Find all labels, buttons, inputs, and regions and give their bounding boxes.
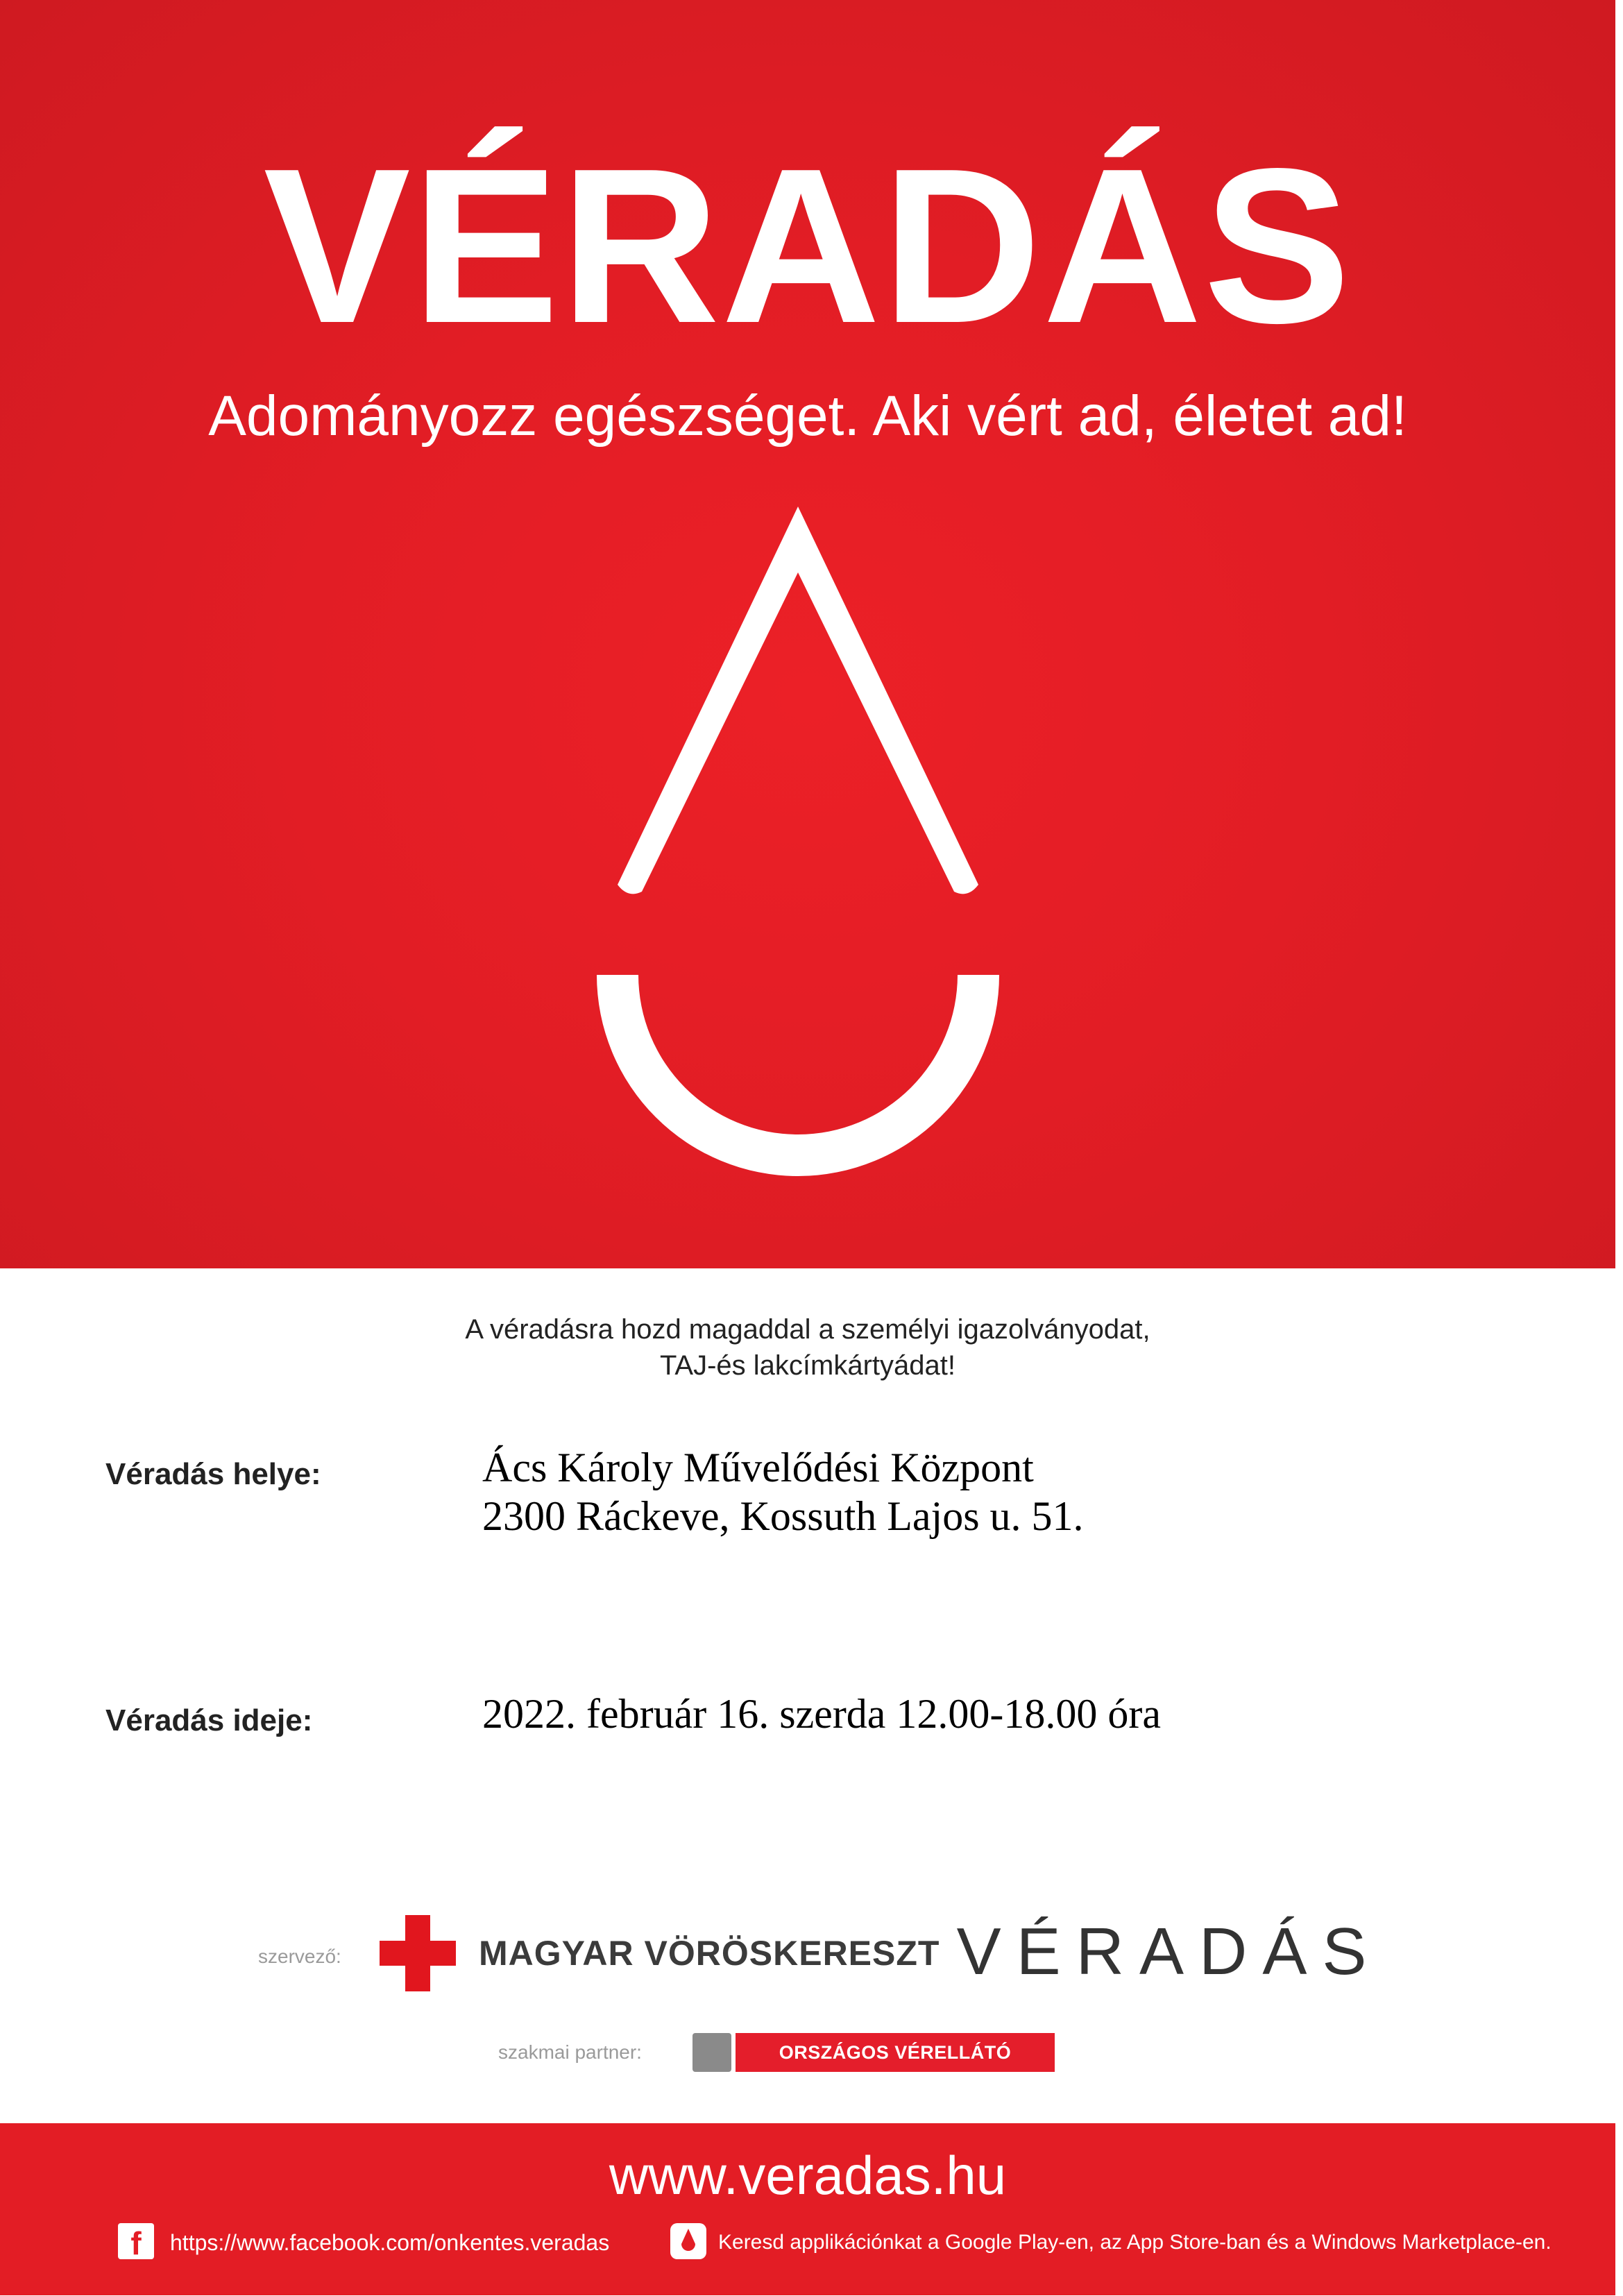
facebook-link[interactable]: https://www.facebook.com/onkentes.veradas: [170, 2230, 610, 2255]
partner-name: ORSZÁGOS VÉRELLÁTÓ SZOLGÁLAT: [736, 2033, 1055, 2072]
app-drop-icon: [670, 2223, 706, 2259]
red-cross-icon: [380, 1915, 456, 1991]
blood-drop-smile-icon: [590, 500, 1006, 1263]
time-label: Véradás ideje:: [105, 1703, 313, 1737]
requirements-note: [0, 1311, 1615, 1384]
hero-title: VÉRADÁS: [263, 123, 1352, 369]
hero-tagline: Adományozz egészséget. Aki vért ad, életet ad!: [208, 384, 1407, 448]
drop-smile-shape: [597, 975, 999, 1176]
facebook-icon: f: [118, 2223, 154, 2259]
partner-label: szakmai partner:: [498, 2041, 642, 2063]
organizer-name: MAGYAR VÖRÖSKERESZT: [479, 1934, 940, 1973]
website-link[interactable]: www.veradas.hu: [609, 2145, 1007, 2206]
blood-service-icon: [692, 2033, 731, 2072]
requirements-line-2: TAJ-és lakcímkártyádat!: [659, 1350, 956, 1381]
drop-chevron-shape: [618, 507, 978, 894]
organizer-label: szervező:: [258, 1946, 341, 1967]
location-venue: Ács Károly Művelődési Központ: [482, 1445, 1034, 1490]
time-value: 2022. február 16. szerda 12.00-18.00 óra: [482, 1691, 1162, 1737]
location-label: Véradás helye:: [105, 1457, 321, 1491]
location-address: 2300 Ráckeve, Kossuth Lajos u. 51.: [482, 1493, 1084, 1539]
requirements-line-1: A véradásra hozd magaddal a személyi igazolványodat,: [465, 1314, 1150, 1345]
veradas-logo: [956, 1908, 1382, 2005]
veradas-logo-text: VÉRADÁS: [956, 1914, 1382, 1989]
app-download-note: Keresd applikációnkat a Google Play-en, az App Store-ban és a Windows Marketplace-en.: [718, 2231, 1552, 2254]
